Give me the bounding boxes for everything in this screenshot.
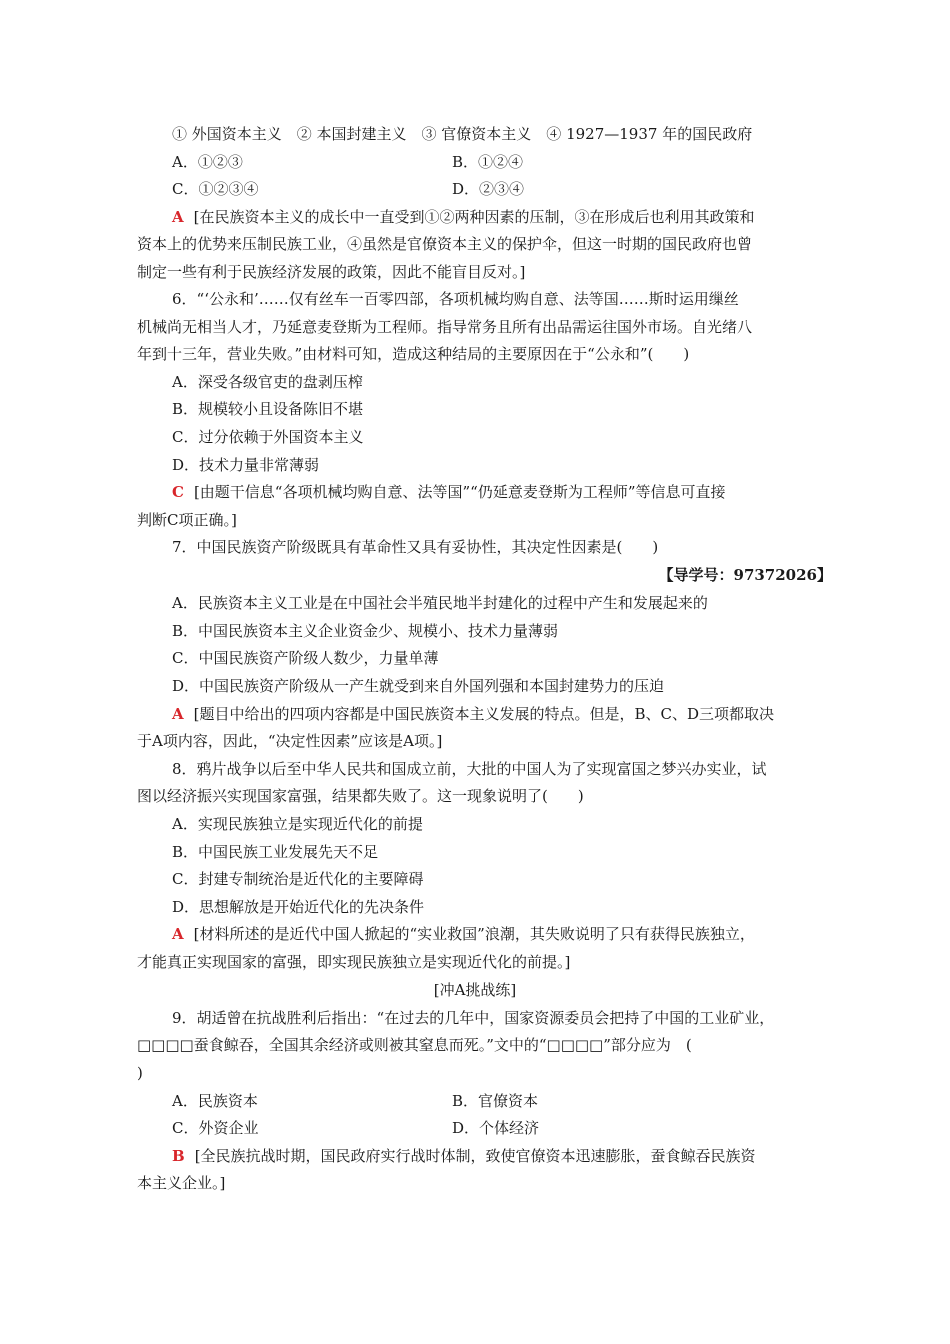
q8-option-b: B．中国民族工业发展先天不足 xyxy=(172,843,379,861)
q5-items: ① 外国资本主义 ② 本国封建主义 ③ 官僚资本主义 ④ 1927—1937 年的国民政府 xyxy=(172,125,753,143)
q9-option-a: A．民族资本 xyxy=(172,1092,258,1110)
q6-option-b: B．规模较小且设备陈旧不堪 xyxy=(172,400,364,418)
q6-option-d: D．技术力量非常薄弱 xyxy=(172,456,320,474)
q7-answer: A xyxy=(172,705,184,723)
q7-option-c: C．中国民族资产阶级人数少，力量单薄 xyxy=(172,649,439,667)
q6-stem-line3: 年到十三年，营业失败。”由材料可知，造成这种结局的主要原因在于“公永和”( ) xyxy=(137,345,690,363)
q9-stem-line1: 9．胡适曾在抗战胜利后指出：“在过去的几年中，国家资源委员会把持了中国的工业矿业， xyxy=(172,1009,775,1027)
q7-option-a: A．民族资本主义工业是在中国社会半殖民地半封建化的过程中产生和发展起来的 xyxy=(172,594,708,612)
q8-explanation-line1: A [材料所述的是近代中国人掀起的“实业救国”浪潮，其失败说明了只有获得民族独立， xyxy=(172,925,755,943)
q9-option-d: D．个体经济 xyxy=(452,1119,540,1137)
q6-explanation-line1: C [由题干信息“各项机械均购自意、法等国”“仍延意麦登斯为工程师”等信息可直接 xyxy=(172,483,726,501)
q8-option-a: A．实现民族独立是实现近代化的前提 xyxy=(172,815,423,833)
q9-explanation-line1: B [全民族抗战时期，国民政府实行战时体制，致使官僚资本迅速膨胀，蚕食鲸吞民族资 xyxy=(172,1147,756,1165)
q7-explanation-line2: 于A项内容，因此，“决定性因素”应该是A项。] xyxy=(137,732,443,750)
q7-option-b: B．中国民族资本主义企业资金少、规模小、技术力量薄弱 xyxy=(172,622,559,640)
q5-option-b: B．①②④ xyxy=(452,153,524,171)
q5-option-a: A．①②③ xyxy=(172,153,243,171)
q5-option-c: C．①②③④ xyxy=(172,180,259,198)
q8-explanation-line2: 才能真正实现国家的富强，即实现民族独立是实现近代化的前提。] xyxy=(137,953,571,971)
section-title: [冲A挑战练] xyxy=(433,981,517,999)
q5-explanation-line2: 资本上的优势来压制民族工业，④虽然是官僚资本主义的保护伞，但这一时期的国民政府也曾 xyxy=(137,235,753,253)
q7-guide-number: 【导学号：97372026】 xyxy=(658,566,832,584)
q8-option-d: D．思想解放是开始近代化的先决条件 xyxy=(172,898,425,916)
q6-stem-line1: 6．“‘公永和’……仅有丝车一百零四部，各项机械均购自意、法等国……斯时运用缫丝 xyxy=(172,290,739,308)
q6-explanation-line2: 判断C项正确。] xyxy=(137,511,237,529)
q7-option-d: D．中国民族资产阶级从一产生就受到来自外国列强和本国封建势力的压迫 xyxy=(172,677,665,695)
q8-answer: A xyxy=(172,925,184,943)
q9-explanation-line2: 本主义企业。] xyxy=(137,1174,226,1192)
q9-option-b: B．官僚资本 xyxy=(452,1092,539,1110)
q5-answer: A xyxy=(172,208,184,226)
q5-explanation-line1: A [在民族资本主义的成长中一直受到①②两种因素的压制，③在形成后也利用其政策和 xyxy=(172,208,755,226)
q5-explanation-line3: 制定一些有利于民族经济发展的政策，因此不能盲目反对。] xyxy=(137,263,526,281)
q7-explanation-line1: A [题目中给出的四项内容都是中国民族资本主义发展的特点。但是，B、C、D三项都取决 xyxy=(172,705,775,723)
q9-stem-line3: ) xyxy=(137,1064,143,1082)
q5-option-d: D．②③④ xyxy=(452,180,525,198)
q8-stem-line2: 图以经济振兴实现国家富强，结果都失败了。这一现象说明了( ) xyxy=(137,787,584,805)
q6-stem-line2: 机械尚无相当人才，乃延意麦登斯为工程师。指导常务且所有出品需运往国外市场。自光绪八 xyxy=(137,318,753,336)
q9-stem-line2: □□□□蚕食鲸吞，全国其余经济或则被其窒息而死。”文中的“□□□□”部分应为 ( xyxy=(137,1036,692,1054)
q6-option-a: A．深受各级官吏的盘剥压榨 xyxy=(172,373,363,391)
q9-option-c: C．外资企业 xyxy=(172,1119,259,1137)
q6-answer: C xyxy=(172,483,184,501)
q6-option-c: C．过分依赖于外国资本主义 xyxy=(172,428,364,446)
q8-option-c: C．封建专制统治是近代化的主要障碍 xyxy=(172,870,424,888)
q9-answer: B xyxy=(172,1147,185,1165)
q7-stem-line1: 7．中国民族资产阶级既具有革命性又具有妥协性，其决定性因素是( ) xyxy=(172,538,659,556)
q8-stem-line1: 8．鸦片战争以后至中华人民共和国成立前，大批的中国人为了实现富国之梦兴办实业，试 xyxy=(172,760,767,778)
